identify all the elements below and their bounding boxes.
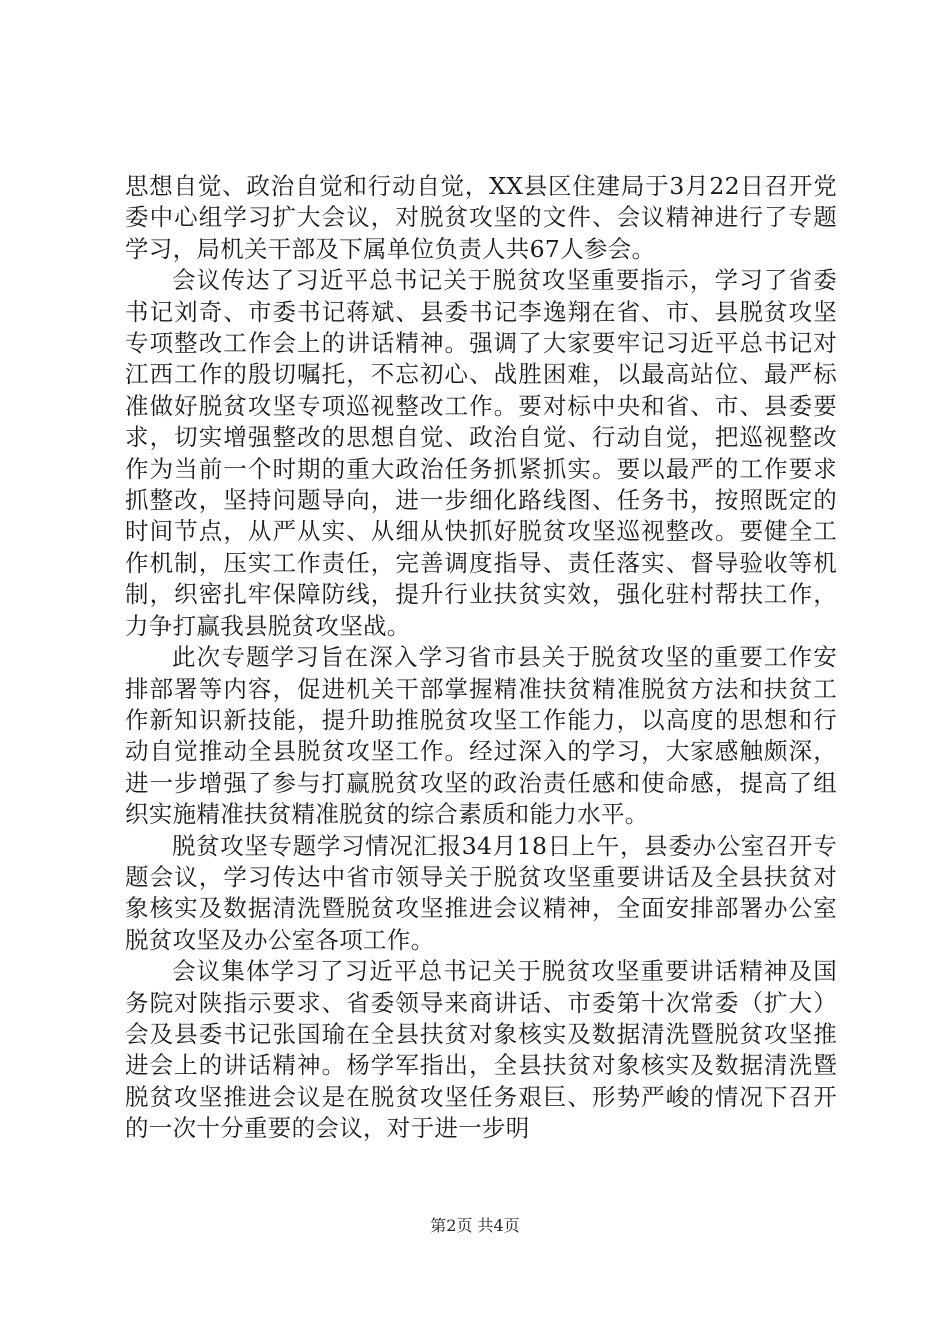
paragraph-4: 脱贫攻坚专题学习情况汇报34月18日上午，县委办公室召开专题会议，学习传达中省市领导关于脱贫攻坚重要讲话及全县扶贫对象核实及数据清洗暨脱贫攻坚推进会议精神，全面安排部署办公室脱贫攻坚及办公室各项工作。 [125,831,837,954]
paragraph-5: 会议集体学习了习近平总书记关于脱贫攻坚重要讲话精神及国务院对陕指示要求、省委领导来商讲话、市委第十次常委（扩大）会及县委书记张国瑜在全县扶贫对象核实及数据清洗暨脱贫攻坚推进会上的讲话精神。杨学军指出，全县扶贫对象核实及数据清洗暨脱贫攻坚推进会议是在脱贫攻坚任务艰巨、形势严峻的情况下召开的一次十分重要的会议，对于进一步明 [125,957,837,1143]
document-body [125,171,837,1145]
paragraph-2: 会议传达了习近平总书记关于脱贫攻坚重要指示，学习了省委书记刘奇、市委书记蒋斌、县委书记李逸翔在省、市、县脱贫攻坚专项整改工作会上的讲话精神。强调了大家要牢记习近平总书记对江西工作的殷切嘱托，不忘初心、战胜困难，以最高站位、最严标准做好脱贫攻坚专项巡视整改工作。要对标中央和省、市、县委要求，切实增强整改的思想自觉、政治自觉、行动自觉，把巡视整改作为当前一个时期的重大政治任务抓紧抓实。要以最严的工作要求抓整改，坚持问题导向，进一步细化路线图、任务书，按照既定的时间节点，从严从实、从细从快抓好脱贫攻坚巡视整改。要健全工作机制，压实工作责任，完善调度指导、责任落实、督导验收等机制，织密扎牢保障防线，提升行业扶贫实效，强化驻村帮扶工作，力争打赢我县脱贫攻坚战。 [125,266,837,640]
paragraph-3: 此次专题学习旨在深入学习省市县关于脱贫攻坚的重要工作安排部署等内容，促进机关干部掌握精准扶贫精准脱贫方法和扶贫工作新知识新技能，提升助推脱贫攻坚工作能力，以高度的思想和行动自觉推动全县脱贫攻坚工作。经过深入的学习，大家感触颇深，进一步增强了参与打赢脱贫攻坚的政治责任感和使命感，提高了组织实施精准扶贫精准脱贫的综合素质和能力水平。 [125,643,837,829]
paragraph-1: 思想自觉、政治自觉和行动自觉，XX县区住建局于3月22日召开党委中心组学习扩大会议，对脱贫攻坚的文件、会议精神进行了专题学习，局机关干部及下属单位负责人共67人参会。 [125,172,837,263]
page-number-footer: 第2页 共4页 [430,1216,520,1235]
